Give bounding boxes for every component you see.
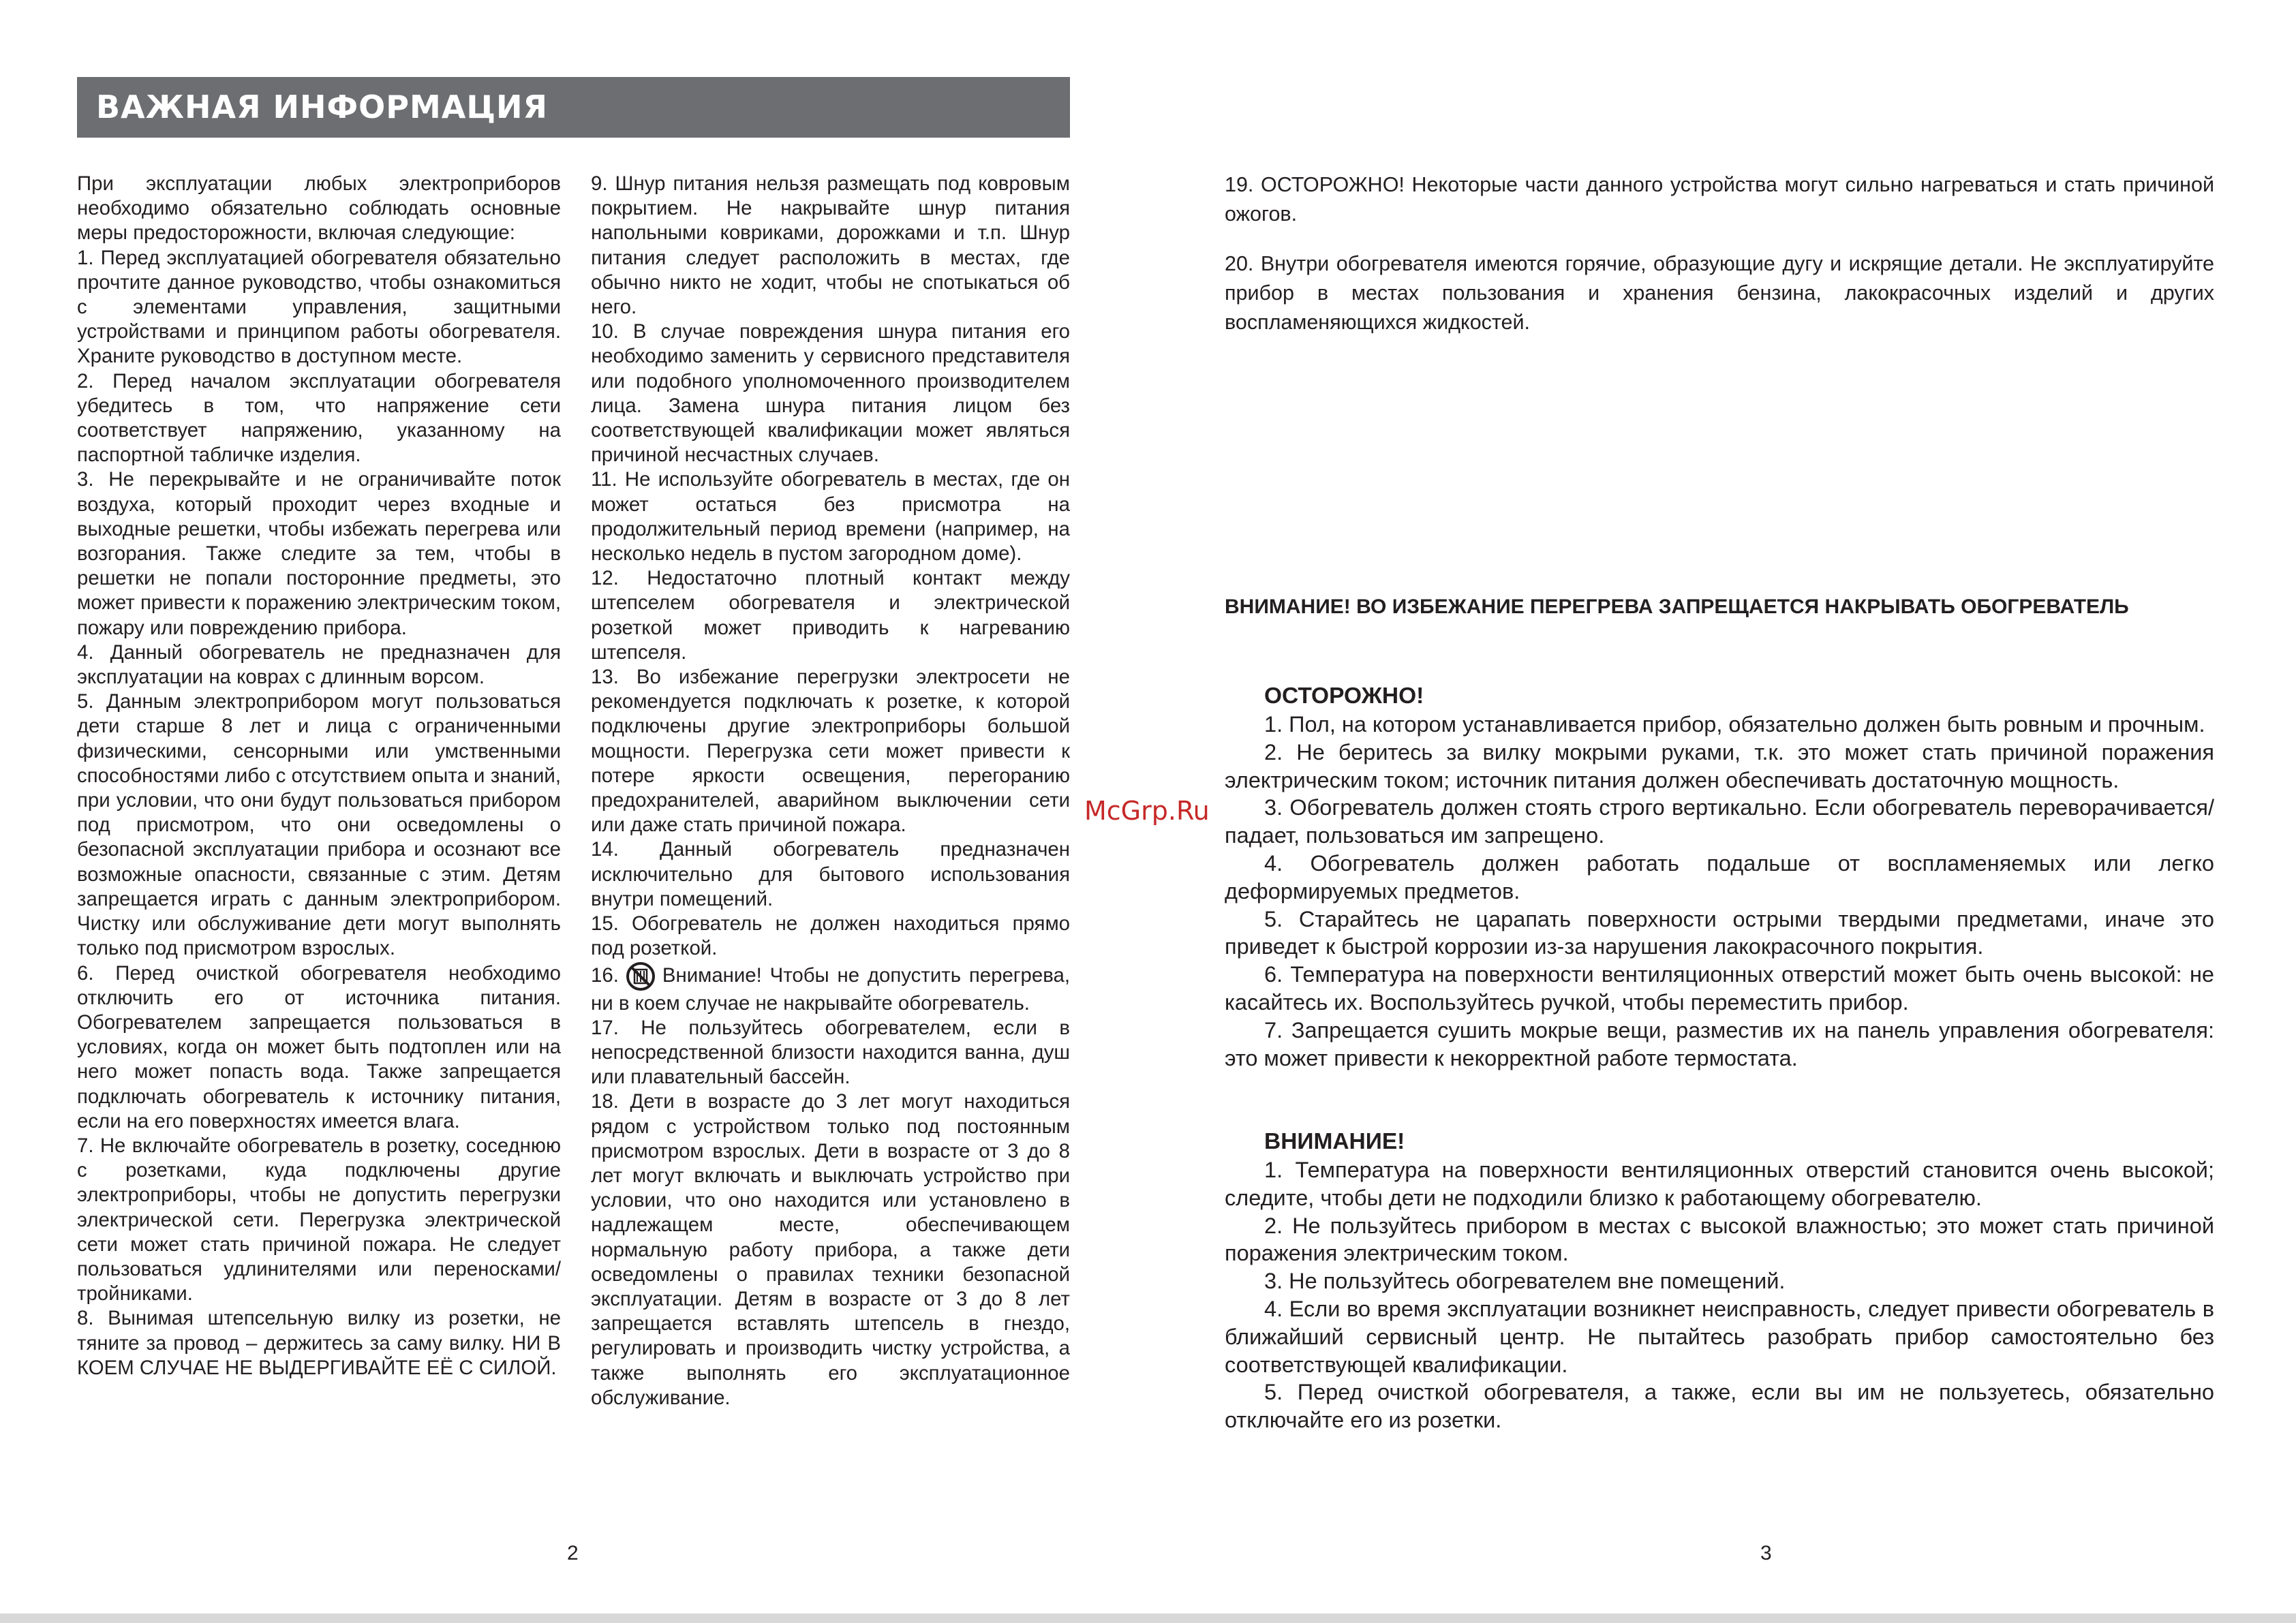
paragraph: 20. Внутри обогревателя имеются горячие, образующие дугу и искрящие детали. Не эксплуатируйте прибор в местах пользования и хранения бензина, лакокрасочных изделий и других воспламеняющихся жидкостей.	[1225, 252, 2214, 334]
list-item: 6. Температура на поверхности вентиляционных отверстий может быть очень высокой: не касайтесь их. Воспользуйтесь ручкой, чтобы переместить прибор.	[1225, 962, 2214, 1015]
list-item: 7. Запрещается сушить мокрые вещи, разместив их на панель управления обогревателя: это может привести к некорректной работе термостата.	[1225, 1017, 2214, 1070]
paragraph: 15. Обогреватель не должен находиться прямо под розеткой.	[591, 912, 1070, 960]
paragraph: 18. Дети в возрасте до 3 лет могут находиться рядом с устройством только под постоянным присмотром взрослых. Дети в возрасте от 3 до 8 лет могут включать и выключать устройство при условии, что оно находится или установлено в надлежащем месте, обеспечивающем нормальную работу прибора, а также дети осведомлены о правилах техники безопасной эксплуатации. Детям в возрасте от 3 до 8 лет запрещается вставлять штепсель в гнездо, регулировать и производить чистку устройства, а также выполнять его эксплуатационное обслуживание.	[591, 1090, 1070, 1409]
bottom-edge	[0, 1613, 2296, 1623]
paragraph: 2. Перед началом эксплуатации обогревателя убедитесь в том, что напряжение сети соответствует напряжению, указанному на паспортной табличке изделия.	[77, 369, 561, 467]
paragraph: 6. Перед очисткой обогревателя необходимо отключить его от источника питания. Обогревателем запрещается пользоваться в условиях, когда он может быть подтоплен или на него может попасть вода. Также запрещается подключать обогреватель к источнику питания, если на его поверхностях имеется влага.	[77, 961, 561, 1132]
list-item: 5. Старайтесь не царапать поверхности острыми твердыми предметами, иначе это приведет к быстрой коррозии из-за нарушения лакокрасочного покрытия.	[1225, 906, 2214, 959]
do-not-cover-icon	[626, 961, 656, 991]
list-item: 2. Не пользуйтесь прибором в местах с высокой влажностью; это может стать причиной поражения электрическим током.	[1225, 1213, 2214, 1266]
list-item: 5. Перед очисткой обогревателя, а также, если вы им не пользуетесь, обязательно отключайте его из розетки.	[1225, 1380, 2214, 1433]
paragraph: 8. Вынимая штепсельную вилку из розетки, не тяните за провод – держитесь за саму вилку. НИ В КОЕМ СЛУЧАЕ НЕ ВЫДЕРГИВАЙТЕ ЕЁ С СИЛОЙ.	[77, 1307, 561, 1379]
paragraph: 10. В случае повреждения шнура питания его необходимо заменить у сервисного представителя или подобного уполномоченного производителем лица. Замена шнура питания лицом без соответствующей квалификации может являться причиной несчастных случаев.	[591, 320, 1070, 467]
paragraph: 3. Не перекрывайте и не ограничивайте поток воздуха, который проходит через входные и выходные решетки, чтобы избежать перегрева или возгорания. Также следите за тем, чтобы в решетки не попали посторонние предметы, это может привести к поражению электрическим током, пожару или повреждению прибора.	[77, 468, 561, 639]
paragraph: 7. Не включайте обогреватель в розетку, соседнюю с розетками, куда подключены другие электроприборы, чтобы не допустить перегрузки электрической сети. Перегрузка электрической сети может стать причиной пожара. Не следует пользоваться удлинителями или переносками/тройниками.	[77, 1134, 561, 1305]
item-text: Внимание! Чтобы не допустить перегрева, ни в коем случае не накрывайте обогреватель.	[591, 963, 1070, 1015]
paragraph: 14. Данный обогреватель предназначен исключительно для бытового использования внутри помещений.	[591, 838, 1070, 910]
middle-column	[591, 172, 1070, 1410]
list-item: 1. Температура на поверхности вентиляционных отверстий становится очень высокой; следите, чтобы дети не подходили близко к работающему обогревателю.	[1225, 1158, 2214, 1210]
paragraph-item-16	[591, 961, 1070, 1016]
right-column-top	[1225, 170, 2214, 337]
paragraph: 12. Недостаточно плотный контакт между штепселем обогревателя и электрической розеткой может приводить к нагреванию штепселя.	[591, 567, 1070, 664]
paragraph: 17. Не пользуйтесь обогревателем, если в непосредственной близости находится ванна, душ или плавательный бассейн.	[591, 1016, 1070, 1089]
overheat-notice: ВНИМАНИЕ! ВО ИЗБЕЖАНИЕ ПЕРЕГРЕВА ЗАПРЕЩАЕТСЯ НАКРЫВАТЬ ОБОГРЕВАТЕЛЬ	[1225, 596, 2129, 618]
attention-heading: ВНИМАНИЕ!	[1264, 1129, 1405, 1154]
paragraph: 5. Данным электроприбором могут пользоваться дети старше 8 лет и лица с ограниченными физическими, сенсорными или умственными способностями либо с отсутствием опыта и знаний, при условии, что они будут пользоваться прибором под присмотром, что они осведомлены о безопасной эксплуатации прибора и осознают все возможные опасности, связанные с этим. Детям запрещается играть с данным электроприбором. Чистку или обслуживание дети могут выполнять только под присмотром взрослых.	[77, 690, 561, 960]
paragraph: 11. Не используйте обогреватель в местах, где он может остаться без присмотра на продолжительный период времени (например, на несколько недель в пустом загородном доме).	[591, 468, 1070, 566]
page-number-left: 2	[567, 1542, 579, 1564]
list-item: 4. Обогреватель должен работать подальше от воспламеняемых или легко деформируемых предметов.	[1225, 850, 2214, 903]
paragraph: 9. Шнур питания нельзя размещать под ковровым покрытием. Не накрывайте шнур питания напольными ковриками, дорожками и т.п. Шнур питания следует расположить в местах, где обычно никто не ходит, чтобы не спотыкаться об него.	[591, 172, 1070, 319]
caution-heading: ОСТОРОЖНО!	[1264, 683, 1424, 709]
watermark: McGrp.Ru	[1084, 796, 1210, 826]
attention-section	[1225, 1128, 2214, 1434]
caution-section	[1225, 682, 2214, 1072]
item-number: 16.	[591, 963, 619, 987]
section-header	[77, 77, 1070, 138]
page-number-right: 3	[1760, 1542, 1772, 1564]
paragraph: При эксплуатации любых электроприборов необходимо обязательно соблюдать основные меры предосторожности, включая следующие:	[77, 172, 561, 245]
left-column	[77, 172, 561, 1380]
paragraph: 19. ОСТОРОЖНО! Некоторые части данного устройства могут сильно нагреваться и стать причиной ожогов.	[1225, 173, 2214, 226]
list-item: 2. Не беритесь за вилку мокрыми руками, т.к. это может стать причиной поражения электрическим током; источник питания должен обеспечивать достаточную мощность.	[1225, 739, 2214, 792]
paragraph: 4. Данный обогреватель не предназначен для эксплуатации на коврах с длинным ворсом.	[77, 640, 561, 689]
list-item: 3. Обогреватель должен стоять строго вертикально. Если обогреватель переворачивается/падает, пользоваться им запрещено.	[1225, 795, 2214, 848]
list-item: 3. Не пользуйтесь обогревателем вне помещений.	[1264, 1269, 1786, 1294]
paragraph: 13. Во избежание перегрузки электросети не рекомендуется подключать к розетке, к которой подключены другие электроприборы большой мощности. Перегрузка сети может привести к потере яркости освещения, перегоранию предохранителей, аварийном выключении сети или даже стать причиной пожара.	[591, 666, 1070, 837]
list-item: 1. Пол, на котором устанавливается прибор, обязательно должен быть ровным и прочным.	[1264, 712, 2205, 737]
section-title: ВАЖНАЯ ИНФОРМАЦИЯ	[96, 89, 548, 125]
paragraph: 1. Перед эксплуатацией обогревателя обязательно прочтите данное руководство, чтобы ознакомиться с элементами управления, защитными устройствами и принципом работы обогревателя. Храните руководство в доступном месте.	[77, 246, 561, 368]
list-item: 4. Если во время эксплуатации возникнет неисправность, следует привести обогреватель в ближайший сервисный центр. Не пытайтесь разобрать прибор самостоятельно без соответствующей квалификации.	[1225, 1296, 2214, 1377]
